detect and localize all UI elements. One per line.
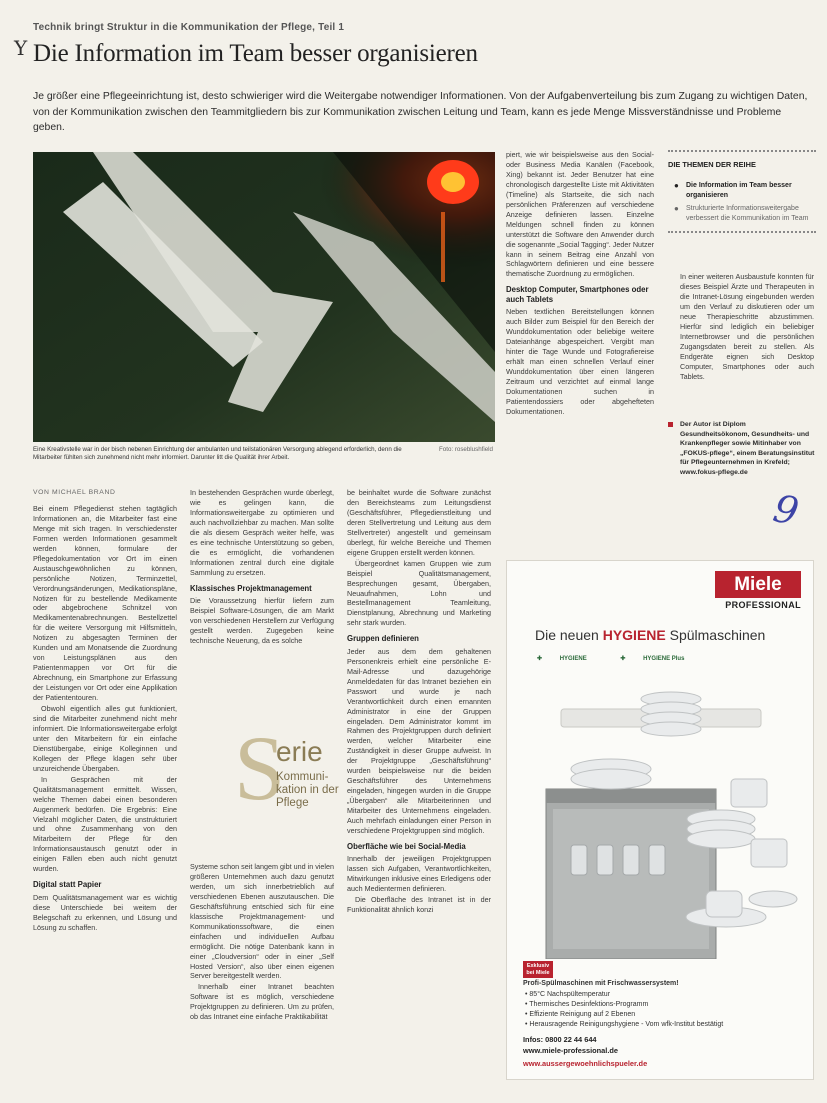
dishwasher-product-image [521,669,801,959]
author-note [668,420,816,477]
square-bullet-icon [668,422,673,427]
series-topics-box [668,150,816,233]
series-topic-label: Strukturierte Informationsweitergabe verbessert die Kommunikation im Team [686,205,809,222]
ad-headline-accent: HYGIENE [602,627,666,643]
paragraph: Die Voraussetzung hierfür liefern zum Beispiel Software-Lösungen, die am Markt von verschiedenen Herstellern zur Verfügung gestellt werden. Zugegeben keine technische Neuerung, da es solche [190,596,334,645]
serie-subtitle-line: Kommuni- [276,771,329,783]
ad-feature-label: Effiziente Reinigung auf 2 Ebenen [529,1011,636,1018]
photo-caption-text: Eine Kreativstelle war in der bisch nebenen Einrichtung der ambulanten und teilstationären Versorgung ablegend erforderlich, denn die Mitarbeiter fühlten sich zunehmend nicht mehr informiert. Darunter litt die Qualität ihrer Arbeit. [33,446,402,461]
series-topic-label: Die Information im Team besser organisieren [686,182,792,199]
ad-feature-label: Thermisches Desinfektions-Programm [529,1001,649,1008]
hygiene-badge [537,656,603,662]
bullet-icon: ● [674,181,679,190]
margin-handwritten-mark: Y [14,36,28,60]
paragraph: Dem Qualitätsmanagement war es wichtig diese Unterschiede bei weitem der Belegschaft zu erkennen, und Lösung und Lösung zu schaffen. [33,892,177,932]
series-topic-item [668,181,816,200]
section-heading: Gruppen definieren [347,634,419,644]
ad-headline-part: Die neuen [535,627,603,643]
series-box-heading: DIE THEMEN DER REIHE [668,160,756,169]
hygiene-badge-label: HYGIENE Plus [643,656,685,662]
section-heading: Digital statt Papier [33,880,102,890]
ad-feature-item [525,1010,805,1020]
bullet-icon: • [525,1011,530,1018]
paragraph: Jeder aus dem dem gehaltenen Personenkreis erhielt eine persönliche E-Mail-Adresse und dazugehörige Anmeldedaten für das Intranet beziehen ein Passwort und wurde je nach Verantwortlichkeit durch einen ernannten Administrator in eine der Gruppen eingeladen. Dem Administrator kommt im Rahmen des Projektgruppen durch definiert werden, welcher Mitarbeiter eine Zuständigkeit in dieser Gruppe aufweist. In der Projektgruppe „Geschäftsführung“ wurden beispielsweise nur die beiden Geschäftsführer des Unternehmens eingeladen, hingegen wurden in die Gruppe „Übergaben“ alle Mitarbeiterinnen und Mitarbeiter des Unternehmens eingeladen. Auch mehrfach einladungen einer Person in verschiedene Projektgruppen sind möglich. [347,646,491,835]
article-column-2-bottom [190,862,334,1088]
exclusive-tag [523,961,553,978]
bullet-icon: • [525,991,530,998]
paragraph: Obwohl eigentlich alles gut funktioniert, sind die Mitarbeiter zunehmend nicht mehr informiert. Die Informationsweitergabe erfolgt unter den Mitarbeitern für ein einfache Dienstübergabe, einige Kolleginnen und Kollegen der Pflege klagen sehr über unzureichende Übergaben. [33,704,177,773]
serie-subtitle-line: kation in der [276,784,339,796]
ad-feature-item [525,1020,805,1030]
paragraph: be beinhaltet wurde die Software zunächst den Bereichsteams zum Leitungsdienst (Geschäftsführer, Pflegedienstleitung und deren Stellvertretung und Leitung aus dem Stellvertreter) angestellt und gemeinsam überlegt, für welche Bereiche und Themen eigene Gruppen erstellt werden können. [347,488,491,557]
serie-subtitle-line: Pflege [276,797,309,809]
paragraph: Übergeordnet kamen Gruppen wie zum Beispiel Qualitätsmanagement, Besprechungen gesamt, Übergaben, Neuaufnahmen, Lohn und Bestellmanagement Teamleitung, Dienstplanung, Abrechnung und Marketing sehr stark wurden. [347,558,491,628]
miele-logo [715,571,801,610]
page-number: 9 [769,485,803,535]
plus-icon: ✚ [620,656,628,662]
ad-phone: Infos: 0800 22 44 644 [523,1035,597,1044]
paragraph: piert, wie wir beispielsweise aus den Social- oder Business Media Kanälen (Facebook, Xing) bekannt ist. Jeder Benutzer hat eine chronologisch dargestellte Liste mit Aktivitäten (Timeline) als Startseite, die sich nach persönlichen Präferenzen auf verschiedene Anzeige definieren lassen. Einzelne Meldungen schnell finden zu können unterstützt die Software den Anwender durch die sogenannte „Social Tagging“. Jeder Nutzer kann in seinem Beitrag eine Anzahl von Schlagwörtern definieren und eine bessere thematische Zuordnung zu ermöglichen. [506,150,654,279]
exclusive-tag-line: bei Miele [526,969,550,976]
paragraph: In bestehenden Gesprächen wurde überlegt, wie es gelingen kann, die Informationsweitergabe zu optimieren und auch nachvollziehbar zu machen. Man sollte die als diesem Gespräch weiter helfe, was es eine technische Unterstützung so geben, die es ermöglicht, die vorhandenen Informationen zentral durch eine digitale Sammlung zu ersetzen. [190,488,334,577]
section-heading: Klassisches Projektmanagement [190,583,312,593]
ad-campaign-link[interactable]: www.aussergewoehnlichspueler.de [523,1059,648,1068]
paragraph: Neben textlichen Bereitstellungen können auch Bilder zum Beispiel für den Bereich der Wunddokumentation oder beliebige weitere Dateianhänge abgespeichert. Vergibt man hinter die Tage Wunde und Fotografiereise erhält man einen schnellen Verlauf einer Wunddokumentation über einen längeren Zeitraum und verzichtet auf einmal lange Dokumentationen suchen in Patientendossiers oder abgehefteten Dokumentationen. [506,307,654,416]
section-heading: Oberfläche wie bei Social-Media [347,841,466,851]
article-column-5 [680,272,814,412]
paragraph: Bei einem Pflegedienst stehen tagtäglich Informationen an, die Mitarbeiter fast eine Menge mit sich tragen. In verschiedenster Formen werden Informationen gesammelt werden können, formulare der Pflegedokumentation vor Ort im einen Austauschgewöhnlichen zu können, persönliche Notizen, Terminzettel, Verordnungsänderungen, Medikationspläne, Notizen für zu bestellende Medikamente oder abgebrochene Schnitzel von Medikamentenabrechnungen. Bestellzettel für die weitere Versorgung mit Hilfsmitteln, Notizen zu abgesagten Terminen der Kunden und am Monatsende die Zuordnung von Leistungsplänen aus den Patientenmappen vor Ort für die Abrechnung, ein Smartphone zur Erfassung der Leistungen vor Ort oder eine Applikation der Patiententouren. [33,503,177,703]
ad-contact [523,1035,618,1056]
serie-big-letter: S [234,717,286,819]
serie-word: erie [276,736,323,767]
series-topic-item [668,204,816,223]
article-column-4 [506,150,654,512]
ad-product-info [523,979,805,1030]
road-arrow-illustration [33,152,495,442]
article-title: Die Information im Team besser organisieren [33,40,478,67]
hygiene-badge-label: HYGIENE [559,656,587,662]
ad-feature-item [525,990,805,1000]
author-note-text: Der Autor ist Diplom Gesundheitsökonom, Gesundheits- und Krankenpfleger sowie Mitinhaber von „FOKUS-pflege“, einem Beratungsinstitut für Pflegeunternehmen in Krefeld; www.fokus-pflege.de [680,421,815,476]
series-topics-list [668,181,816,223]
article-column-1 [33,488,177,1088]
serie-logo [234,717,348,828]
photo-credit: Foto: roseblushfield [439,446,493,453]
ad-website-link[interactable]: www.miele-professional.de [523,1045,619,1055]
exclusive-tag-line: Exklusiv [526,963,550,969]
divider [668,231,816,233]
miele-professional-label: PROFESSIONAL [725,600,801,610]
article-kicker: Technik bringt Struktur in die Kommunikation der Pflege, Teil 1 [33,22,345,33]
section-heading: Desktop Computer, Smartphones oder auch Tablets [506,285,649,304]
ad-feature-label: Herausragende Reinigungshygiene - Vom wfk-Institut bestätigt [529,1021,724,1028]
paragraph: In Gesprächen mit der Qualitätsmanagement ermittelt. Wissen, welche Themen dabei einen besonderen Augenmerk bedürfen. Die Ergebnis: Eine Vielzahl möglicher Daten, die unstrukturiert und ohne Zusammenhang von den Mitarbeitern der Pflege für den Informationsaustausch genutzt oder in einigen Fällen eben auch nicht genutzt wurden. [33,774,177,874]
hygiene-badges [537,655,716,662]
article-photo [33,152,495,442]
hygiene-badge [620,656,700,662]
bullet-icon: ● [674,204,679,213]
ad-feature-label: 85°C Nachspültemperatur [529,991,611,998]
paragraph: In einer weiteren Ausbaustufe konnten für dieses Beispiel Ärzte und Therapeuten in die Intranet-Lösung eingebunden werden um den Verlauf zu diskutieren oder um neue Therapieschritte abzustimmen. Hierfür sind lediglich ein beliebiger Internetbrowser und die persönlichen Zugangsdaten bereit zu stellen. Als Endgeräte eignen sich Desktop Computer, Smartphones oder auch Tablets. [680,272,814,381]
article-column-3 [347,488,491,1088]
photo-caption [33,446,493,462]
serie-subtitle [276,771,339,810]
article-byline: VON MICHAEL BRAND [33,489,116,496]
paragraph: Systeme schon seit langem gibt und in vielen größeren Unternehmen auch dazu genutzt werden, um sich innerbetrieblich auf verschiedenen Ebenen auszutauschen. Die Geschäftsführung entschied sich für eine klassische Projektmanagement- und Kommunikationssoftware, die einen einfachen und individuellen Aufbau ermöglicht. Die nötige Datenbank kann in einer „Cloudversion“ oder in einer „Self Hosted Version“, also über einen eigenen Server bereitgestellt werden. [190,862,334,981]
ad-feature-list [525,990,805,1030]
miele-wordmark: Miele [715,571,801,598]
bullet-icon: • [525,1001,530,1008]
ad-feature-item [525,1000,805,1010]
paragraph: Die Oberfläche des Intranet ist in der Funktionalität ähnlich konzi [347,895,491,915]
article-column-2-top [190,488,334,720]
ad-headline-part: Spülmaschinen [665,627,766,643]
bullet-icon: • [525,1021,530,1028]
plus-icon: ✚ [537,656,544,662]
article-lead: Je größer eine Pflegeeinrichtung ist, desto schwieriger wird die Weitergabe notwendiger Informationen. Von der Aufgabenverteilung bis zum Zugang zu wichtigen Daten, von der Kommunikation zwischen den Teammitgliedern bis zur Kommunikation zwischen Leitung und Team, kann es jede Menge Missverständnisse und Probleme geben. [33,91,808,133]
ad-headline [535,627,765,643]
divider [668,150,816,152]
ad-product-heading: Profi-Spülmaschinen mit Frischwassersystem! [523,980,679,987]
paragraph: Innerhalb der jeweiligen Projektgruppen lassen sich Aufgaben, Verantwortlichkeiten, Mitwirkungen inklusive eines Erledigens oder auch Medientermen definieren. [347,854,491,894]
miele-advertisement[interactable] [506,560,814,1080]
paragraph: Innerhalb einer Intranet beachten Software ist es möglich, verschiedene Projektgruppen zu definieren. Um zu prüfen, ob das Intranet eine einfache Praktikabilität [190,982,334,1022]
